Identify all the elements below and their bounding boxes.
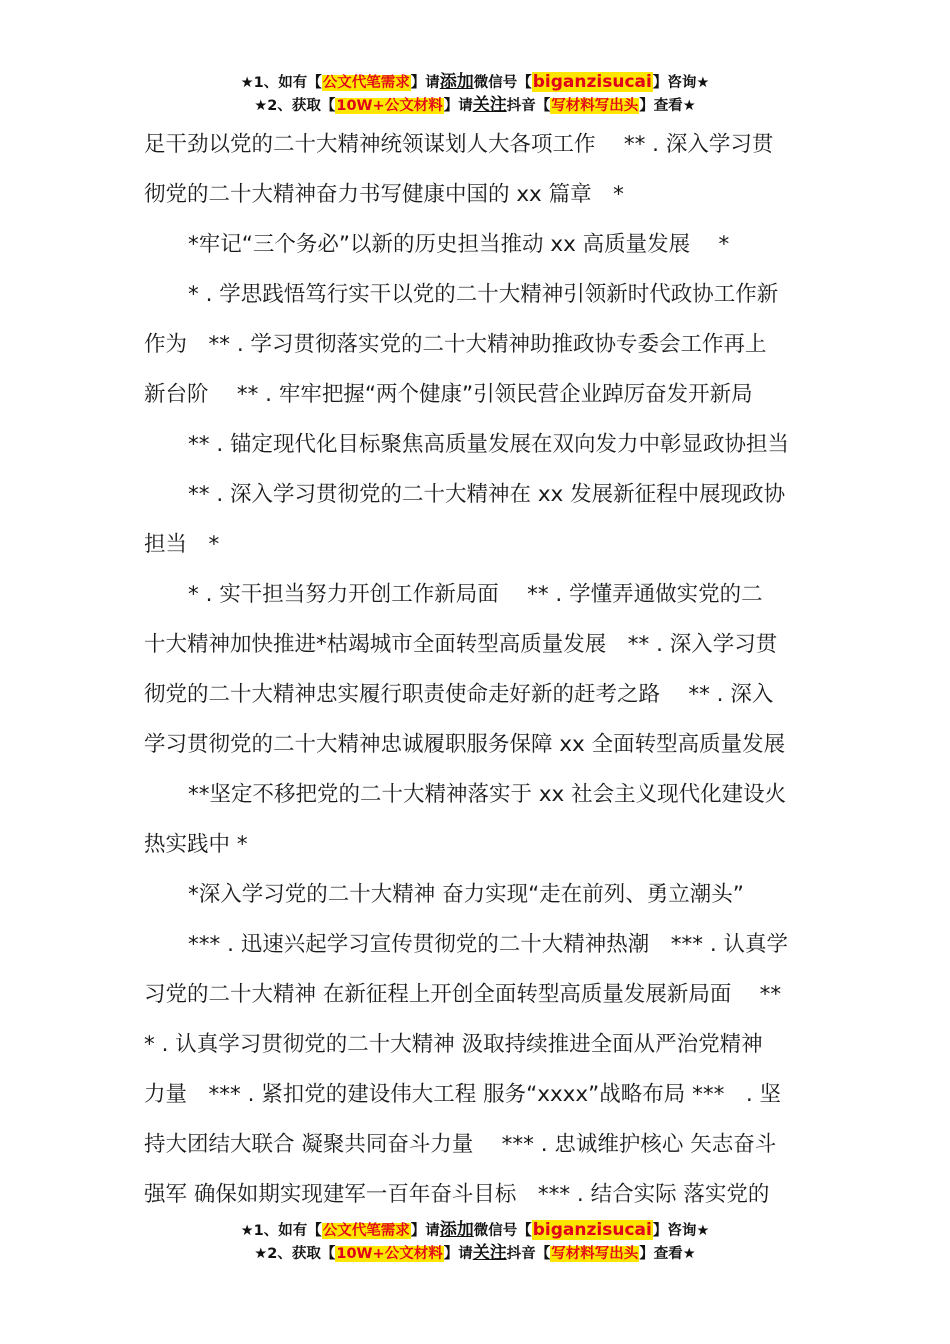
wechat-id-highlight: biganzisucai [532,1220,652,1240]
footer-line-2-underlined: 关注 [472,1243,507,1263]
douyin-account-highlight: 写材料写出头 [551,1246,639,1262]
wechat-id-highlight: biganzisucai [532,72,652,92]
header-line-1 [0,71,950,93]
header-line-2-underlined: 关注 [472,95,507,115]
body-line: 新台阶 ** . 牢牢把握“两个健康”引领民营企业踔厉奋发开新局 [144,382,753,407]
footer-line-1-underlined: 添加 [439,1220,474,1240]
header-line-2-text: 】查看★ [639,98,696,114]
body-line: 彻党的二十大精神忠实履行职责使命走好新的赶考之路 ** . 深入 [144,682,774,707]
body-line: 持大团结大联合 凝聚共同奋斗力量 *** . 忠诚维护核心 矢志奋斗 [144,1132,777,1157]
header-line-1-text: 】咨询★ [652,75,710,91]
douyin-account-highlight: 写材料写出头 [551,98,639,114]
footer-line-2-text: 】查看★ [639,1246,696,1262]
footer-line-1-highlight: 公文代笔需求 [322,1223,410,1239]
body-line: *** . 迅速兴起学习宣传贯彻党的二十大精神热潮 *** . 认真学 [188,932,789,957]
body-line: *牢记“三个务必”以新的历史担当推动 xx 高质量发展 * [188,232,730,257]
header-line-1-text: 微信号【 [473,75,532,91]
body-line: 十大精神加快推进*枯竭城市全面转型高质量发展 ** . 深入学习贯 [144,632,778,657]
body-line: 彻党的二十大精神奋力书写健康中国的 xx 篇章 * [144,182,624,207]
header-line-1-underlined: 添加 [439,72,474,92]
body-line: 学习贯彻党的二十大精神忠诚履职服务保障 xx 全面转型高质量发展 [144,732,786,757]
body-line: ** . 深入学习贯彻党的二十大精神在 xx 发展新征程中展现政协 [188,482,786,507]
body-line: 担当 * [144,532,220,557]
body-line: ** . 锚定现代化目标聚焦高质量发展在双向发力中彰显政协担当 [188,432,790,457]
body-line: 力量 *** . 紧扣党的建设伟大工程 服务“xxxx”战略布局 *** . 坚 [144,1082,782,1107]
body-line: 热实践中 * [144,832,248,857]
header-line-2-highlight: 10W+公文材料 [336,98,443,114]
body-line: * . 认真学习贯彻党的二十大精神 汲取持续推进全面从严治党精神 [144,1032,763,1057]
footer-line-2-text: 抖音【 [506,1246,551,1262]
footer-line-2-text: ★2、获取【 [254,1246,336,1262]
body-line: 作为 ** . 学习贯彻落实党的二十大精神助推政协专委会工作再上 [144,332,767,357]
header-line-2 [0,94,950,116]
footer-line-1-text: 】咨询★ [652,1223,710,1239]
header-line-1-text: ★1、如有【 [240,75,322,91]
header-line-1-text: 】请 [410,75,440,91]
header-line-1-highlight: 公文代笔需求 [322,75,410,91]
header-line-2-text: ★2、获取【 [254,98,336,114]
footer-line-1-text: 微信号【 [473,1223,532,1239]
body-line: * . 学思践悟笃行实干以党的二十大精神引领新时代政协工作新 [188,282,779,307]
footer-line-2-highlight: 10W+公文材料 [336,1246,443,1262]
footer-line-2-text: 】请 [443,1246,473,1262]
footer-line-1 [0,1219,950,1241]
footer-line-1-text: 】请 [410,1223,440,1239]
footer-line-2 [0,1242,950,1264]
body-line: * . 实干担当努力开创工作新局面 ** . 学懂弄通做实党的二 [188,582,763,607]
header-line-2-text: 】请 [443,98,473,114]
body-line: *深入学习党的二十大精神 奋力实现“走在前列、勇立潮头” [188,882,744,907]
body-line: 足干劲以党的二十大精神统领谋划人大各项工作 ** . 深入学习贯 [144,132,774,157]
header-line-2-text: 抖音【 [506,98,551,114]
body-line: 习党的二十大精神 在新征程上开创全面转型高质量发展新局面 ** [144,982,782,1007]
footer-line-1-text: ★1、如有【 [240,1223,322,1239]
body-line: 强军 确保如期实现建军一百年奋斗目标 *** . 结合实际 落实党的 [144,1182,770,1207]
body-line: **坚定不移把党的二十大精神落实于 xx 社会主义现代化建设火 [188,782,787,807]
